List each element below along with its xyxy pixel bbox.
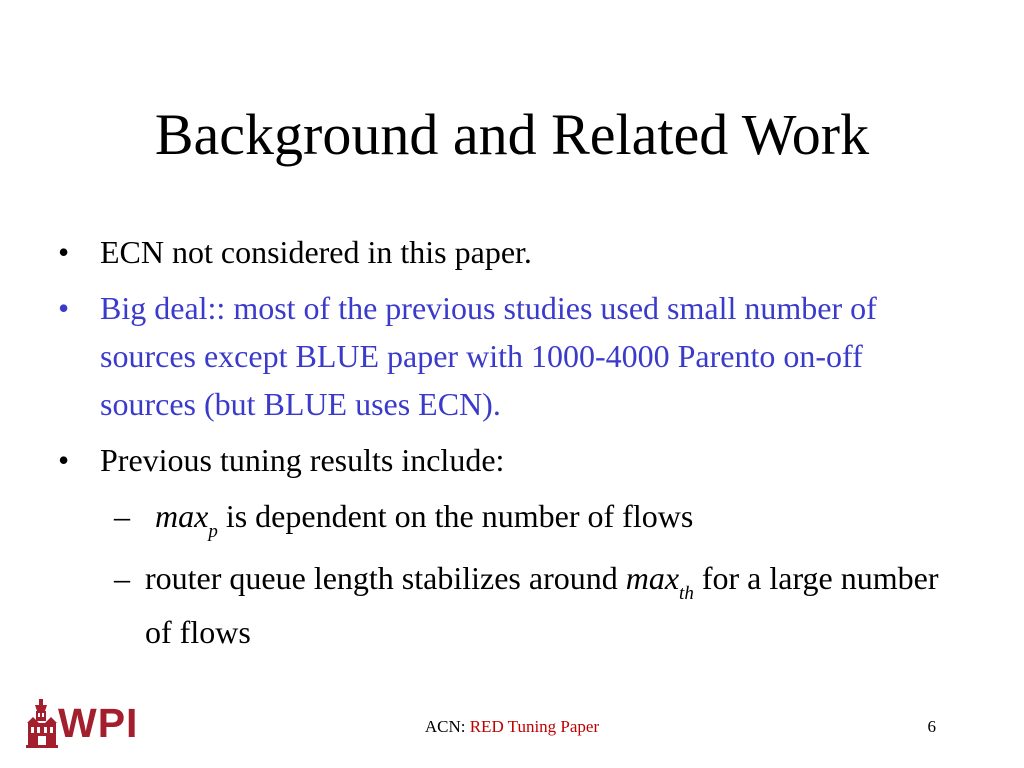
footer-topic: RED Tuning Paper	[469, 717, 600, 736]
sub-bullet-before: router queue length stabilizes around	[145, 560, 626, 596]
sub-bullet-rest: is dependent on the number of flows	[217, 498, 694, 534]
bullet-item	[0, 436, 1024, 484]
bullet-marker: •	[58, 442, 70, 478]
slide-title: Background and Related Work	[154, 102, 870, 167]
sub-bullet-text	[155, 498, 694, 542]
bullet-item-highlighted	[0, 284, 1024, 428]
sub-bullet-item	[0, 554, 1024, 656]
sub-bullet-after: for a large number of flows	[145, 560, 939, 650]
bullet-marker: •	[58, 290, 70, 326]
variable-subscript: th	[679, 583, 694, 604]
variable-name: max	[625, 560, 680, 596]
bullet-item	[0, 228, 1024, 276]
sub-bullet-item	[0, 492, 1024, 546]
bullet-text: Big deal:: most of the previous studies used small number of sources except BLUE paper with 1000-4000 Parento on-off sources (but BLUE uses ECN).	[100, 290, 877, 422]
bullet-marker: •	[58, 234, 70, 270]
sub-bullet-text	[145, 560, 938, 650]
bullet-list	[0, 228, 1024, 664]
bullet-text: ECN not considered in this paper.	[100, 234, 532, 270]
footer-caption	[0, 717, 1024, 737]
variable-subscript: p	[208, 521, 218, 542]
sub-bullet-marker: –	[114, 498, 130, 534]
variable-name: max	[155, 498, 209, 534]
wpi-logo-text: WPI	[58, 700, 139, 746]
sub-bullet-marker: –	[114, 560, 130, 596]
bullet-text: Previous tuning results include:	[100, 442, 505, 478]
page-number: 6	[927, 717, 936, 736]
footer-course: ACN:	[424, 717, 470, 736]
